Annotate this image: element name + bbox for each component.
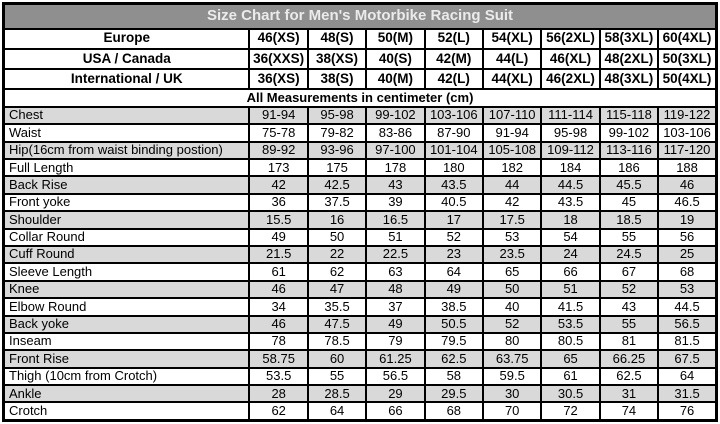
measurement-label: Knee: [4, 281, 250, 298]
measurement-value-cell: 65: [541, 350, 599, 367]
measurement-value-cell: 44: [483, 176, 541, 193]
measurement-value-cell: 19: [658, 211, 716, 228]
measurement-value-cell: 64: [425, 263, 483, 280]
measurement-value-cell: 173: [249, 159, 307, 176]
size-value-cell: 50(4XL): [658, 69, 716, 89]
measurement-value-cell: 53.5: [541, 316, 599, 333]
measurement-value-cell: 46: [658, 176, 716, 193]
measurement-value-cell: 70: [483, 402, 541, 420]
size-value-cell: 48(2XL): [600, 49, 658, 69]
measurement-value-cell: 37: [366, 298, 424, 315]
measurement-row: [4, 211, 717, 228]
measurement-value-cell: 80: [483, 333, 541, 350]
measurement-row: [4, 246, 717, 263]
measurement-value-cell: 95-98: [308, 107, 366, 124]
measurement-value-cell: 101-104: [425, 142, 483, 159]
size-value-cell: 42(L): [425, 69, 483, 89]
size-value-cell: 44(XL): [483, 69, 541, 89]
measurement-value-cell: 30: [483, 385, 541, 402]
size-value-cell: 36(XS): [249, 69, 307, 89]
measurement-value-cell: 46.5: [658, 194, 716, 211]
measurement-value-cell: 103-106: [425, 107, 483, 124]
measurement-value-cell: 55: [600, 316, 658, 333]
measurement-value-cell: 17: [425, 211, 483, 228]
measurement-value-cell: 80.5: [541, 333, 599, 350]
size-value-cell: 46(XL): [541, 49, 599, 69]
measurement-value-cell: 50: [483, 281, 541, 298]
measurement-value-cell: 52: [425, 229, 483, 246]
measurement-value-cell: 99-102: [600, 124, 658, 141]
size-value-cell: 50(3XL): [658, 49, 716, 69]
measurement-value-cell: 76: [658, 402, 716, 420]
chart-title-row: [4, 4, 717, 29]
size-value-cell: 38(S): [308, 69, 366, 89]
measurement-value-cell: 49: [249, 229, 307, 246]
measurement-value-cell: 29: [366, 385, 424, 402]
measurement-value-cell: 65: [483, 263, 541, 280]
measurement-value-cell: 81.5: [658, 333, 716, 350]
measurement-row: [4, 194, 717, 211]
measurement-value-cell: 31: [600, 385, 658, 402]
measurement-value-cell: 64: [308, 402, 366, 420]
measurement-row: [4, 281, 717, 298]
size-row: [4, 49, 717, 69]
measurement-value-cell: 66: [366, 402, 424, 420]
measurement-value-cell: 111-114: [541, 107, 599, 124]
measurement-value-cell: 51: [366, 229, 424, 246]
measurement-value-cell: 184: [541, 159, 599, 176]
measurement-value-cell: 45: [600, 194, 658, 211]
measurement-value-cell: 99-102: [366, 107, 424, 124]
measurement-value-cell: 61.25: [366, 350, 424, 367]
size-value-cell: 40(S): [366, 49, 424, 69]
size-value-cell: 54(XL): [483, 29, 541, 49]
measurement-row: [4, 263, 717, 280]
measurement-label: Back yoke: [4, 316, 250, 333]
measurement-value-cell: 78.5: [308, 333, 366, 350]
measurement-value-cell: 54: [541, 229, 599, 246]
measurement-value-cell: 55: [308, 368, 366, 385]
size-region-label: International / UK: [4, 69, 250, 89]
measurement-value-cell: 21.5: [249, 246, 307, 263]
measurement-value-cell: 50.5: [425, 316, 483, 333]
measurement-value-cell: 37.5: [308, 194, 366, 211]
measurement-value-cell: 67: [600, 263, 658, 280]
measurement-value-cell: 87-90: [425, 124, 483, 141]
measurement-value-cell: 29.5: [425, 385, 483, 402]
measurement-value-cell: 105-108: [483, 142, 541, 159]
measurement-value-cell: 47: [308, 281, 366, 298]
measurement-value-cell: 66: [541, 263, 599, 280]
size-value-cell: 42(M): [425, 49, 483, 69]
measurements-header-row: [4, 89, 717, 106]
measurement-value-cell: 180: [425, 159, 483, 176]
measurement-value-cell: 63.75: [483, 350, 541, 367]
measurement-value-cell: 79-82: [308, 124, 366, 141]
measurement-value-cell: 53: [483, 229, 541, 246]
size-value-cell: 56(2XL): [541, 29, 599, 49]
size-value-cell: 44(L): [483, 49, 541, 69]
measurement-value-cell: 18: [541, 211, 599, 228]
measurement-value-cell: 109-112: [541, 142, 599, 159]
measurement-row: [4, 229, 717, 246]
measurement-value-cell: 49: [366, 316, 424, 333]
measurement-value-cell: 49: [425, 281, 483, 298]
measurement-value-cell: 61: [249, 263, 307, 280]
measurement-value-cell: 97-100: [366, 142, 424, 159]
measurement-label: Ankle: [4, 385, 250, 402]
measurement-label: Sleeve Length: [4, 263, 250, 280]
measurement-value-cell: 64: [658, 368, 716, 385]
measurement-value-cell: 34: [249, 298, 307, 315]
size-value-cell: 52(L): [425, 29, 483, 49]
measurement-label: Thigh (10cm from Crotch): [4, 368, 250, 385]
measurement-value-cell: 91-94: [249, 107, 307, 124]
measurement-value-cell: 59.5: [483, 368, 541, 385]
measurement-label: Crotch: [4, 402, 250, 420]
measurement-row: [4, 159, 717, 176]
measurement-value-cell: 38.5: [425, 298, 483, 315]
measurement-row: [4, 142, 717, 159]
measurement-value-cell: 22.5: [366, 246, 424, 263]
measurement-value-cell: 55: [600, 229, 658, 246]
measurement-value-cell: 103-106: [658, 124, 716, 141]
measurement-value-cell: 53.5: [249, 368, 307, 385]
measurement-row: [4, 350, 717, 367]
size-value-cell: 36(XXS): [249, 49, 307, 69]
measurement-value-cell: 16.5: [366, 211, 424, 228]
measurement-value-cell: 17.5: [483, 211, 541, 228]
measurement-value-cell: 28: [249, 385, 307, 402]
size-value-cell: 48(3XL): [600, 69, 658, 89]
size-value-cell: 60(4XL): [658, 29, 716, 49]
size-value-cell: 58(3XL): [600, 29, 658, 49]
measurement-value-cell: 39: [366, 194, 424, 211]
measurement-value-cell: 89-92: [249, 142, 307, 159]
measurement-value-cell: 119-122: [658, 107, 716, 124]
measurement-value-cell: 93-96: [308, 142, 366, 159]
measurement-value-cell: 36: [249, 194, 307, 211]
measurement-label: Elbow Round: [4, 298, 250, 315]
size-row: [4, 69, 717, 89]
measurement-value-cell: 35.5: [308, 298, 366, 315]
measurement-value-cell: 117-120: [658, 142, 716, 159]
measurement-value-cell: 62: [249, 402, 307, 420]
measurement-value-cell: 45.5: [600, 176, 658, 193]
measurement-label: Front yoke: [4, 194, 250, 211]
measurement-value-cell: 23: [425, 246, 483, 263]
measurement-value-cell: 30.5: [541, 385, 599, 402]
size-value-cell: 46(XS): [249, 29, 307, 49]
measurement-value-cell: 44.5: [658, 298, 716, 315]
measurement-value-cell: 43.5: [541, 194, 599, 211]
measurement-value-cell: 43: [600, 298, 658, 315]
measurement-value-cell: 56.5: [658, 316, 716, 333]
measurement-row: [4, 298, 717, 315]
measurement-value-cell: 24: [541, 246, 599, 263]
measurement-row: [4, 333, 717, 350]
measurement-value-cell: 60: [308, 350, 366, 367]
measurement-value-cell: 51: [541, 281, 599, 298]
measurement-label: Chest: [4, 107, 250, 124]
measurement-value-cell: 40: [483, 298, 541, 315]
measurement-value-cell: 95-98: [541, 124, 599, 141]
measurement-value-cell: 107-110: [483, 107, 541, 124]
measurement-value-cell: 113-116: [600, 142, 658, 159]
measurement-value-cell: 56.5: [366, 368, 424, 385]
chart-title: Size Chart for Men's Motorbike Racing Suit: [4, 4, 717, 29]
measurement-value-cell: 61: [541, 368, 599, 385]
size-row: [4, 29, 717, 49]
measurement-value-cell: 22: [308, 246, 366, 263]
measurement-value-cell: 67.5: [658, 350, 716, 367]
measurement-row: [4, 124, 717, 141]
measurements-header: All Measurements in centimeter (cm): [4, 89, 717, 106]
measurement-value-cell: 48: [366, 281, 424, 298]
measurement-value-cell: 28.5: [308, 385, 366, 402]
size-region-label: Europe: [4, 29, 250, 49]
measurement-label: Hip(16cm from waist binding postion): [4, 142, 250, 159]
measurement-value-cell: 79: [366, 333, 424, 350]
measurement-value-cell: 68: [425, 402, 483, 420]
measurement-value-cell: 52: [483, 316, 541, 333]
measurement-value-cell: 43.5: [425, 176, 483, 193]
measurement-value-cell: 115-118: [600, 107, 658, 124]
measurement-value-cell: 42: [249, 176, 307, 193]
measurement-value-cell: 74: [600, 402, 658, 420]
measurement-value-cell: 58.75: [249, 350, 307, 367]
measurement-value-cell: 41.5: [541, 298, 599, 315]
measurement-label: Collar Round: [4, 229, 250, 246]
measurement-value-cell: 43: [366, 176, 424, 193]
measurement-value-cell: 47.5: [308, 316, 366, 333]
measurement-label: Inseam: [4, 333, 250, 350]
size-region-label: USA / Canada: [4, 49, 250, 69]
measurement-value-cell: 58: [425, 368, 483, 385]
measurement-label: Full Length: [4, 159, 250, 176]
measurement-value-cell: 182: [483, 159, 541, 176]
measurement-value-cell: 79.5: [425, 333, 483, 350]
measurement-value-cell: 40.5: [425, 194, 483, 211]
measurement-label: Back Rise: [4, 176, 250, 193]
measurement-value-cell: 50: [308, 229, 366, 246]
measurement-value-cell: 24.5: [600, 246, 658, 263]
measurement-value-cell: 16: [308, 211, 366, 228]
size-chart-table: [2, 2, 718, 422]
measurement-value-cell: 52: [600, 281, 658, 298]
size-value-cell: 40(M): [366, 69, 424, 89]
measurement-value-cell: 186: [600, 159, 658, 176]
measurement-label: Cuff Round: [4, 246, 250, 263]
measurement-value-cell: 46: [249, 281, 307, 298]
size-value-cell: 50(M): [366, 29, 424, 49]
measurement-value-cell: 31.5: [658, 385, 716, 402]
size-value-cell: 46(2XL): [541, 69, 599, 89]
measurement-value-cell: 62: [308, 263, 366, 280]
measurement-value-cell: 68: [658, 263, 716, 280]
measurement-value-cell: 53: [658, 281, 716, 298]
measurement-row: [4, 385, 717, 402]
measurement-value-cell: 78: [249, 333, 307, 350]
measurement-value-cell: 75-78: [249, 124, 307, 141]
measurement-value-cell: 83-86: [366, 124, 424, 141]
measurement-value-cell: 178: [366, 159, 424, 176]
measurement-value-cell: 72: [541, 402, 599, 420]
measurement-value-cell: 46: [249, 316, 307, 333]
measurement-value-cell: 81: [600, 333, 658, 350]
measurement-label: Front Rise: [4, 350, 250, 367]
measurement-label: Shoulder: [4, 211, 250, 228]
measurement-row: [4, 176, 717, 193]
measurement-value-cell: 15.5: [249, 211, 307, 228]
measurement-row: [4, 368, 717, 385]
measurement-value-cell: 44.5: [541, 176, 599, 193]
measurement-value-cell: 91-94: [483, 124, 541, 141]
measurement-label: Waist: [4, 124, 250, 141]
size-value-cell: 48(S): [308, 29, 366, 49]
measurement-value-cell: 188: [658, 159, 716, 176]
measurement-value-cell: 62.5: [425, 350, 483, 367]
measurement-row: [4, 107, 717, 124]
measurement-value-cell: 42.5: [308, 176, 366, 193]
measurement-row: [4, 402, 717, 420]
size-value-cell: 38(XS): [308, 49, 366, 69]
measurement-row: [4, 316, 717, 333]
measurement-value-cell: 56: [658, 229, 716, 246]
measurement-value-cell: 63: [366, 263, 424, 280]
measurement-value-cell: 42: [483, 194, 541, 211]
measurement-value-cell: 23.5: [483, 246, 541, 263]
measurement-value-cell: 25: [658, 246, 716, 263]
measurement-value-cell: 62.5: [600, 368, 658, 385]
measurement-value-cell: 175: [308, 159, 366, 176]
measurement-value-cell: 18.5: [600, 211, 658, 228]
measurement-value-cell: 66.25: [600, 350, 658, 367]
